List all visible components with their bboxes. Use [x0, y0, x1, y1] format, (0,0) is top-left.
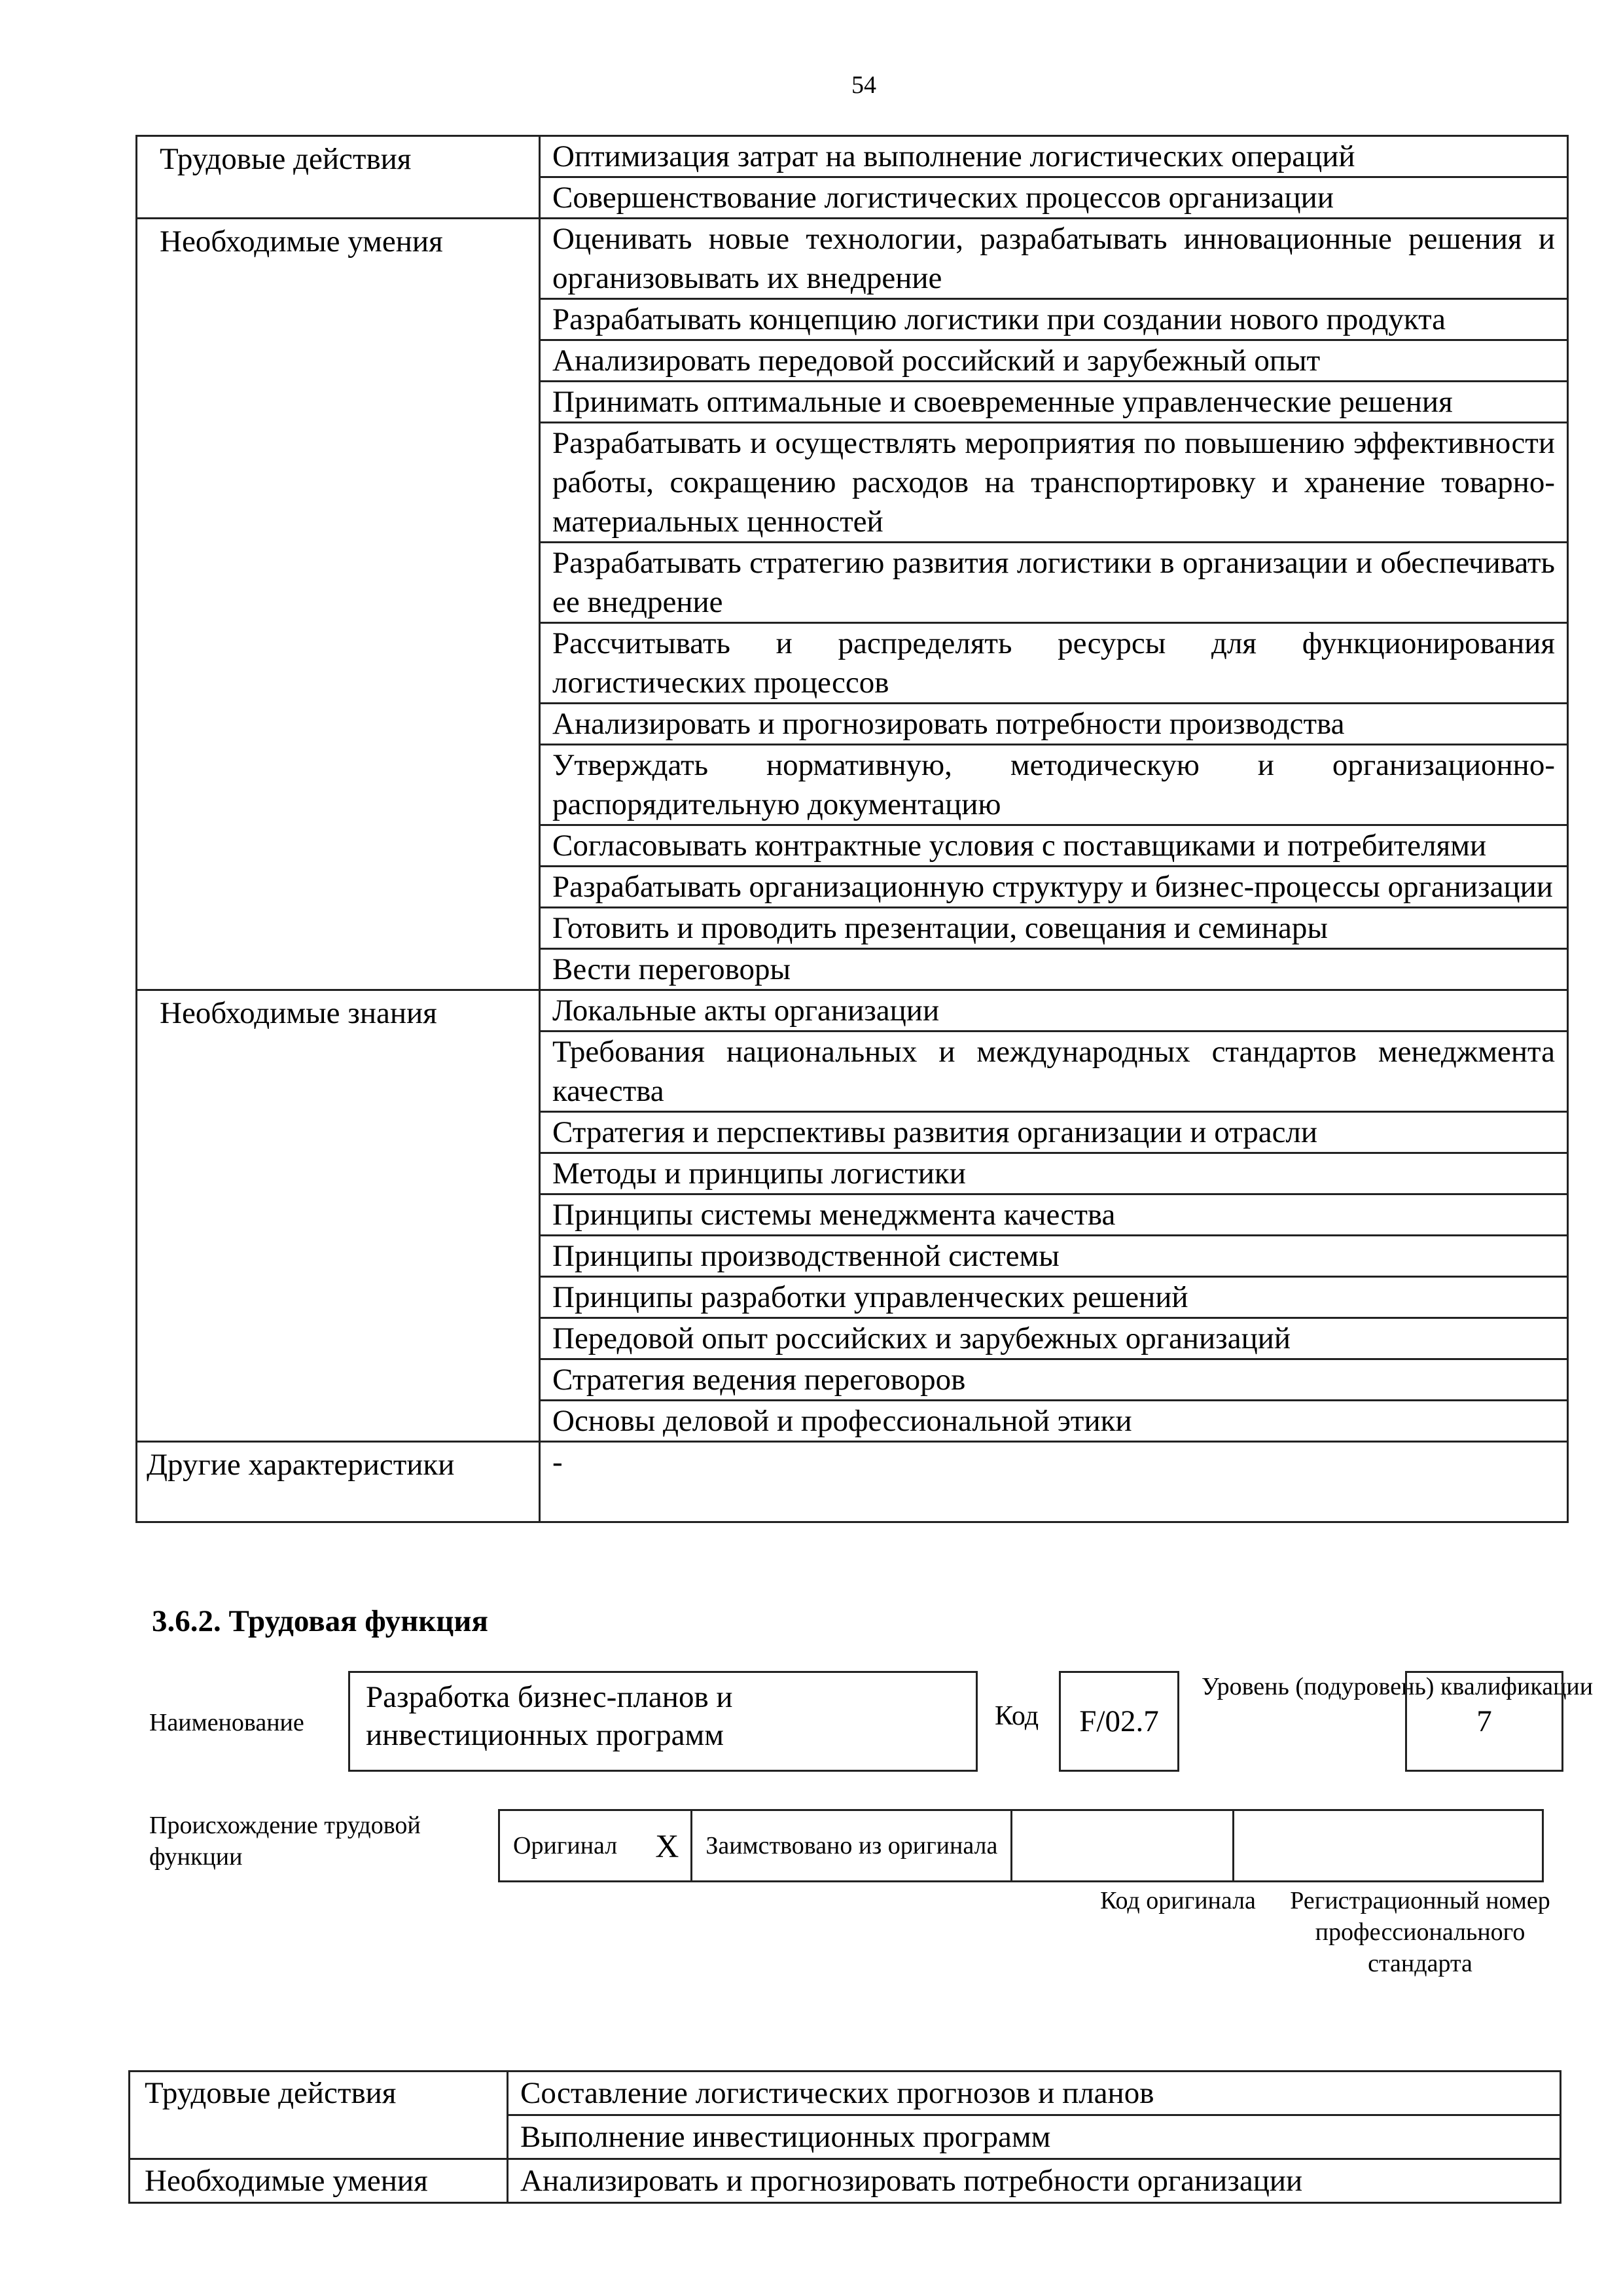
table-row: [130, 2072, 1561, 2115]
name-label: Наименование: [149, 1709, 304, 1736]
row-group-label: Необходимые знания: [137, 990, 540, 1442]
level-label: Уровень (подуровень) квалификации: [1202, 1673, 1594, 1700]
table-row: [137, 219, 1568, 299]
code-label: Код: [995, 1701, 1039, 1731]
row-item-value: Локальные акты организации: [540, 990, 1568, 1031]
row-item-value: Оптимизация затрат на выполнение логистических операций: [540, 136, 1568, 177]
code-original-cell: [1012, 1810, 1234, 1882]
row-item-value: Анализировать и прогнозировать потребности организации: [508, 2159, 1561, 2203]
page-number: 54: [851, 71, 876, 99]
table-row: [137, 990, 1568, 1031]
code-original-label: Код оригинала: [1100, 1887, 1256, 1914]
table-row: [137, 1442, 1568, 1522]
row-item-value: Основы деловой и профессиональной этики: [540, 1401, 1568, 1442]
row-item-value: Стратегия и перспективы развития организации и отрасли: [540, 1112, 1568, 1153]
row-item-value: Вести переговоры: [540, 949, 1568, 990]
row-item-value: Оценивать новые технологии, разрабатывать инновационные решения и организовывать их внедрение: [540, 219, 1568, 299]
row-item-value: Передовой опыт российских и зарубежных организаций: [540, 1318, 1568, 1359]
row-item-value: Совершенствование логистических процессов организации: [540, 177, 1568, 219]
row-item-value: -: [540, 1442, 1568, 1522]
reg-number-cell: [1234, 1810, 1543, 1882]
row-item-value: Разрабатывать организационную структуру и бизнес-процессы организации: [540, 867, 1568, 908]
code-field: F/02.7: [1059, 1671, 1179, 1772]
table-row: [130, 2159, 1561, 2203]
origin-table: [498, 1809, 1544, 1882]
row-item-value: Стратегия ведения переговоров: [540, 1359, 1568, 1401]
row-item-value: Утверждать нормативную, методическую и организационно-распорядительную документацию: [540, 745, 1568, 825]
row-item-value: Принципы системы менеджмента качества: [540, 1194, 1568, 1236]
row-group-label: Необходимые умения: [130, 2159, 508, 2203]
origin-label: Происхождение трудовой функции: [149, 1812, 421, 1871]
row-item-value: Разрабатывать стратегию развития логистики в организации и обеспечивать ее внедрение: [540, 543, 1568, 623]
row-item-value: Требования национальных и международных стандартов менеджмента качества: [540, 1031, 1568, 1112]
row-group-label: Трудовые действия: [130, 2072, 508, 2159]
row-item-value: Составление логистических прогнозов и планов: [508, 2072, 1561, 2115]
row-item-value: Принимать оптимальные и своевременные управленческие решения: [540, 382, 1568, 423]
row-item-value: Готовить и проводить презентации, совещания и семинары: [540, 908, 1568, 949]
row-group-label: Другие характеристики: [137, 1442, 540, 1522]
level-field: 7: [1405, 1671, 1563, 1772]
row-item-value: Методы и принципы логистики: [540, 1153, 1568, 1194]
borrowed-label: Заимствовано из оригинала: [692, 1810, 1012, 1882]
row-item-value: Анализировать и прогнозировать потребности производства: [540, 704, 1568, 745]
row-item-value: Анализировать передовой российский и зарубежный опыт: [540, 340, 1568, 382]
table-row: [137, 136, 1568, 177]
row-item-value: Принципы разработки управленческих решений: [540, 1277, 1568, 1318]
reg-number-label: Регистрационный номер профессионального стандарта: [1290, 1887, 1550, 1977]
section-title: 3.6.2. Трудовая функция: [152, 1604, 488, 1638]
row-item-value: Выполнение инвестиционных программ: [508, 2115, 1561, 2159]
name-field: Разработка бизнес-планов и инвестиционных программ: [348, 1671, 978, 1772]
row-group-label: Необходимые умения: [137, 219, 540, 990]
row-item-value: Принципы производственной системы: [540, 1236, 1568, 1277]
labor-function-table-2: [128, 2070, 1561, 2204]
row-item-value: Согласовывать контрактные условия с поставщиками и потребителями: [540, 825, 1568, 867]
original-mark: X: [643, 1810, 692, 1882]
row-group-label: Трудовые действия: [137, 136, 540, 219]
labor-function-table-1: [135, 135, 1569, 1523]
row-item-value: Разрабатывать и осуществлять мероприятия по повышению эффективности работы, сокращению расходов на транспортировку и хранение товарно-материальных ценностей: [540, 423, 1568, 543]
original-label: Оригинал: [499, 1810, 644, 1882]
row-item-value: Разрабатывать концепцию логистики при создании нового продукта: [540, 299, 1568, 340]
row-item-value: Рассчитывать и распределять ресурсы для функционирования логистических процессов: [540, 623, 1568, 704]
